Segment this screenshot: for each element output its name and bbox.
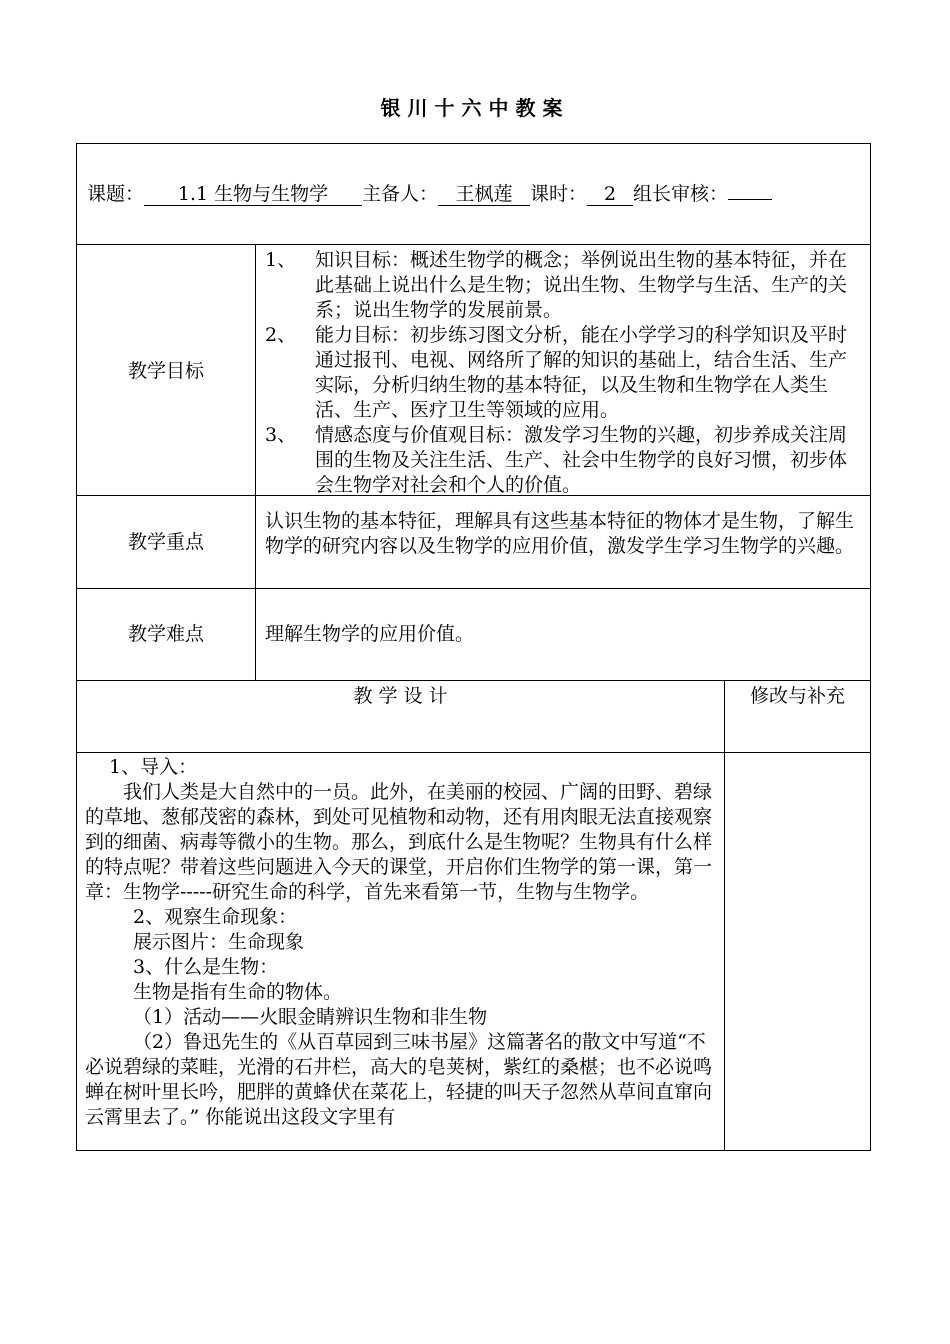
row-divider [77,588,870,589]
preparer-label: 主备人： [362,183,439,205]
difficulties-text: 理解生物学的应用价值。 [265,623,475,645]
objective-text: 情感态度与价值观目标：激发学习生物的兴趣，初步养成关注周围的生物及关注生活、生产、社会中生物学的良好习惯，初步体会生物学对社会和个人的价值。 [315,424,848,496]
design-paragraph: 展示图片：生命现象 [133,931,305,953]
key-points-text: 认识生物的基本特征，理解具有这些基本特征的物体才是生物，了解生物学的研究内容以及生物学的应用价值，激发学生学习生物学的兴趣。 [265,510,855,557]
topic-label: 课题： [87,183,145,205]
objective-item [257,323,865,423]
design-body [85,755,717,1130]
objectives-list [257,248,865,498]
design-header: 教 学 设 计 [353,685,448,707]
key-points-label: 教学重点 [127,531,204,553]
row-divider [77,680,870,681]
topic-value: 1.1 生物与生物学 [144,183,362,206]
objectives-label: 教学目标 [127,360,204,382]
row-divider [77,244,870,245]
objective-text: 能力目标：初步练习图文分析，能在小学学习的科学知识及平时通过报刊、电视、网络所了解的知识的基础上，结合生活、生产实际，分析归纳生物的基本特征，以及生物和生物学在人类生活、生产、医疗卫生等领域的应用。 [315,324,848,421]
objective-number: 1、 [265,249,297,271]
design-paragraph: 2、观察生命现象： [133,906,298,928]
design-paragraph: 生物是指有生命的物体。 [133,981,343,1003]
objective-item [257,248,865,323]
hours-label: 课时： [530,183,588,205]
design-paragraph: 1、导入： [109,756,198,778]
difficulties-label: 教学难点 [127,623,204,645]
preparer-value: 王枫莲 [438,183,530,206]
objective-number: 2、 [265,324,297,346]
column-divider [724,681,725,1150]
page-title: 银川十六中教案 [380,96,570,120]
review-blank [728,199,772,200]
objective-number: 3、 [265,424,297,446]
revise-header: 修改与补充 [749,685,845,707]
design-paragraph: （1）活动——火眼金睛辨识生物和非生物 [133,1006,488,1028]
header-row [87,182,772,207]
design-paragraph: 3、什么是生物： [133,956,279,978]
lesson-plan-table [76,143,871,1151]
review-label: 组长审核： [633,183,729,205]
design-paragraph: 我们人类是大自然中的一员。此外，在美丽的校园、广阔的田野、碧绿的草地、葱郁茂密的森林，到处可见植物和动物，还有用肉眼无法直接观察到的细菌、病毒等微小的生物。那么，到底什么是生物呢？生物具有什么样的特点呢？带着这些问题进入今天的课堂，开启你们生物学的第一课，第一章：生物学-----研究生命的科学，首先来看第一节，生物与生物学。 [85,781,713,903]
objective-item [257,423,865,498]
hours-value: 2 [587,183,633,206]
row-divider [77,752,870,753]
objective-text: 知识目标：概述生物学的概念；举例说出生物的基本特征，并在此基础上说出什么是生物；说出生物、生物学与生活、生产的关系；说出生物学的发展前景。 [315,249,848,321]
column-divider [255,244,256,681]
design-paragraph: （2）鲁迅先生的《从百草园到三味书屋》这篇著名的散文中写道“不必说碧绿的菜畦，光滑的石井栏，高大的皂荚树，紫红的桑椹；也不必说鸣蝉在树叶里长吟，肥胖的黄蜂伏在菜花上，轻捷的叫天子忽然从草间直窜向云霄里去了。” 你能说出这段文字里有 [85,1031,713,1128]
